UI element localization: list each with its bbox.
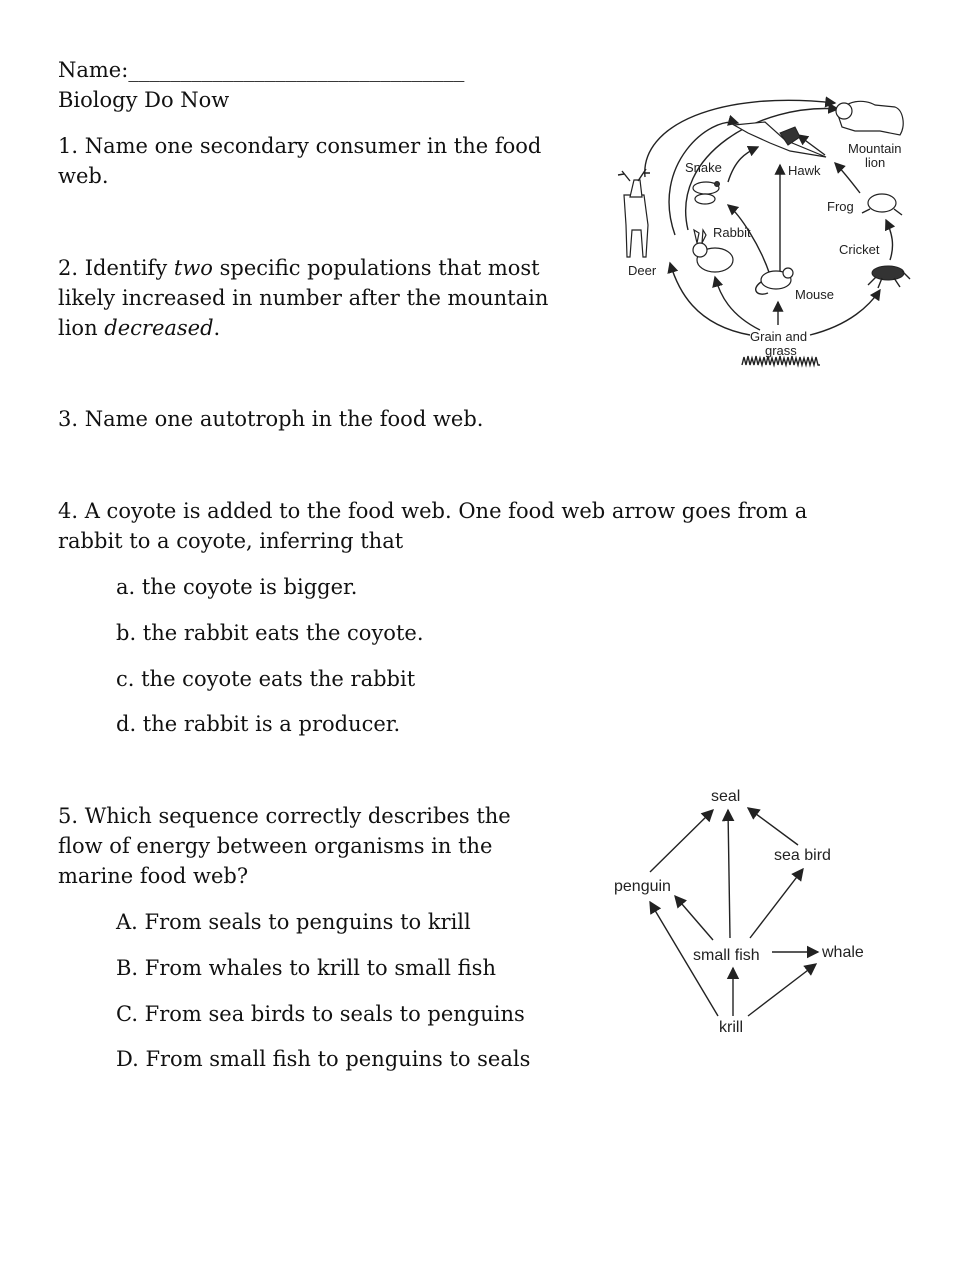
label-deer: Deer: [628, 263, 657, 278]
label-grain-line2: grass: [765, 343, 797, 358]
marine-food-web-diagram: [600, 780, 890, 1045]
label-seal: seal: [711, 788, 741, 805]
arrow-mouse-to-snake: [728, 205, 770, 275]
arrow-snake-to-hawk: [728, 147, 758, 182]
arrow-penguin-to-seal: [650, 810, 713, 872]
q4-option-a[interactable]: a. the coyote is bigger.: [116, 575, 358, 599]
label-whale: whale: [822, 944, 864, 961]
mountain-lion-illustration: [836, 101, 903, 135]
label-snake: Snake: [685, 160, 722, 175]
label-mouse: Mouse: [795, 287, 835, 302]
q4-option-c[interactable]: c. the coyote eats the rabbit: [116, 667, 416, 691]
q4-option-d[interactable]: d. the rabbit is a producer.: [116, 712, 401, 736]
worksheet-subtitle: Biology Do Now: [58, 88, 230, 112]
label-mountain-lion-line1: Mountain: [848, 141, 902, 156]
q2-line2: likely increased in number after the mountain: [58, 286, 549, 310]
arrow-frog-to-lion: [835, 163, 860, 193]
q5-option-c[interactable]: C. From sea birds to seals to penguins: [116, 1002, 525, 1026]
q5-line3: marine food web?: [58, 864, 249, 888]
frog-illustration: [862, 194, 902, 215]
label-sea-bird: sea bird: [774, 847, 831, 864]
q5-line2: flow of energy between organisms in the: [58, 834, 493, 858]
arrow-small-fish-to-sea-bird: [750, 869, 803, 938]
q4-line1: 4. A coyote is added to the food web. One food web arrow goes from a: [58, 499, 808, 523]
q5-option-a[interactable]: A. From seals to penguins to krill: [116, 910, 471, 934]
snake-illustration: [693, 182, 720, 205]
name-field: [58, 55, 464, 85]
cricket-illustration: [868, 266, 910, 288]
q1-line1: 1. Name one secondary consumer in the food: [58, 134, 542, 158]
arrow-grass-to-deer: [670, 263, 750, 335]
arrow-krill-to-whale: [748, 964, 816, 1016]
q2-emphasis-decreased: decreased: [104, 316, 214, 340]
q2-emphasis-two: two: [173, 256, 213, 280]
label-grain-line1: Grain and: [750, 329, 808, 344]
land-food-web-diagram: [610, 85, 915, 375]
hawk-illustration: [734, 122, 826, 157]
label-hawk: Hawk: [788, 163, 821, 178]
mouse-illustration: [756, 268, 793, 294]
label-cricket: Cricket: [839, 242, 880, 257]
q4-option-b[interactable]: b. the rabbit eats the coyote.: [116, 621, 424, 645]
q2-line1: [58, 253, 540, 283]
q3-text: 3. Name one autotroph in the food web.: [58, 407, 484, 431]
q2-line3: [58, 313, 220, 343]
q5-option-b[interactable]: B. From whales to krill to small fish: [116, 956, 496, 980]
name-label: Name:: [58, 58, 129, 82]
q2-line3-pre: lion: [58, 316, 105, 340]
label-small-fish: small fish: [693, 947, 760, 964]
label-mountain-lion-line2: lion: [865, 155, 886, 170]
q5-option-d[interactable]: D. From small fish to penguins to seals: [116, 1047, 531, 1071]
q1-line2: web.: [58, 164, 109, 188]
label-rabbit: Rabbit: [713, 225, 751, 240]
arrow-small-fish-to-seal: [728, 810, 730, 938]
label-frog: Frog: [827, 199, 854, 214]
name-blank-line[interactable]: ________________________________: [128, 58, 465, 82]
label-penguin: penguin: [614, 878, 671, 895]
deer-illustration: [618, 169, 650, 257]
q2-line3-post: .: [213, 316, 221, 340]
label-krill: krill: [719, 1019, 743, 1036]
q4-line2: rabbit to a coyote, inferring that: [58, 529, 404, 553]
q2-pre: 2. Identify: [58, 256, 174, 280]
arrow-sea-bird-to-seal: [748, 808, 798, 845]
arrow-small-fish-to-penguin: [675, 896, 713, 940]
grass-illustration: [742, 356, 820, 365]
q2-post: specific populations that most: [212, 256, 540, 280]
q5-line1: 5. Which sequence correctly describes the: [58, 804, 511, 828]
arrow-grass-to-rabbit: [715, 277, 760, 330]
arrow-cricket-to-frog: [886, 220, 893, 260]
